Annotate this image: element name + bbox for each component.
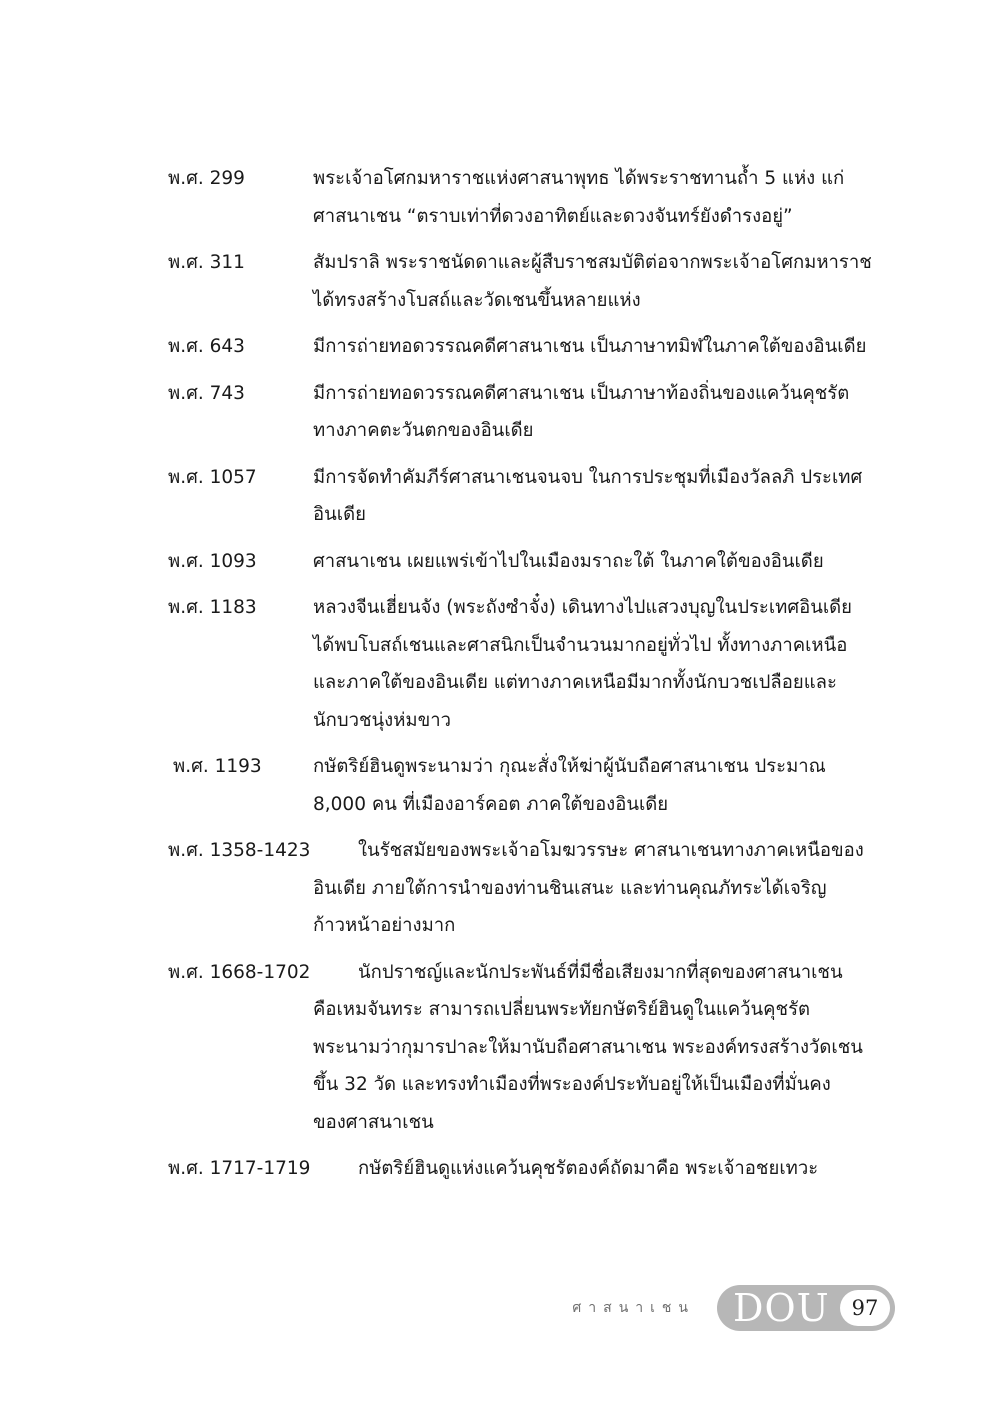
entry-line: ได้ทรงสร้างโบสถ์และวัดเชนขึ้นหลายแห่ง [313,289,641,311]
timeline-entry [168,375,898,450]
entry-year: พ.ศ. 311 [168,252,245,273]
entry-year: พ.ศ. 1183 [168,597,257,618]
entry-description [313,954,898,1142]
entry-line: ก้าวหน้าอย่างมาก [313,915,456,936]
timeline-entry [168,1150,898,1188]
entry-description [313,459,898,534]
entry-line: มีการถ่ายทอดวรรณคดีศาสนาเชน เป็นภาษาท้องถิ่นของแคว้นคุชรัต [313,382,850,404]
entry-description [313,543,898,581]
badge-text: DOU [733,1286,830,1330]
entry-line: คือเหมจันทระ สามารถเปลี่ยนพระทัยกษัตริย์ฮินดูในแคว้นคุชรัต [313,999,811,1020]
entry-line: อินเดีย ภายใต้การนำของท่านชินเสนะ และท่านคุณภัทระได้เจริญ [313,877,827,899]
entry-description [313,328,898,366]
timeline-entry [168,589,898,739]
entry-year: พ.ศ. 1717-1719 [168,1158,311,1179]
entry-description [313,589,898,739]
entry-line: นักบวชนุ่งห่มขาว [313,709,452,731]
entry-line: อินเดีย [313,504,366,525]
entry-year: พ.ศ. 1057 [168,466,257,488]
timeline-entry [168,328,898,366]
entry-year: พ.ศ. 643 [168,336,245,357]
timeline-entry [168,543,898,581]
entry-line: หลวงจีนเฮี่ยนจัง (พระถังซำจั๋ง) เดินทางไปแสวงบุญในประเทศอินเดีย [313,597,853,618]
entry-line: ขึ้น 32 วัด และทรงทำเมืองที่พระองค์ประทับอยู่ให้เป็นเมืองที่มั่นคง [313,1074,831,1095]
entry-line: กษัตริย์ฮินดูแห่งแคว้นคุชรัตองค์ถัดมาคือ พระเจ้าอชยเทวะ [358,1158,819,1179]
entry-description [358,1150,898,1188]
timeline [168,160,898,1197]
timeline-entry [168,748,898,823]
entry-line: ของศาสนาเชน [313,1111,434,1133]
entry-description [313,160,898,235]
entry-description [313,748,898,823]
entry-line: สัมปราลิ พระราชนัดดาและผู้สืบราชสมบัติต่อจากพระเจ้าอโศกมหาราช [313,252,872,273]
entry-line: ทางภาคตะวันตกของอินเดีย [313,420,534,441]
entry-line: พระเจ้าอโศกมหาราชแห่งศาสนาพุทธ ได้พระราชทานถ้ำ 5 แห่ง แก่ [313,168,845,189]
page-footer [0,1283,1000,1333]
page-number: 97 [840,1290,890,1326]
entry-year: พ.ศ. 743 [168,382,245,404]
entry-line: ศาสนาเชน เผยแพร่เข้าไปในเมืองมราถะใต้ ในภาคใต้ของอินเดีย [313,550,824,572]
entry-description [313,244,898,319]
entry-description [313,832,898,945]
entry-year: พ.ศ. 1668-1702 [168,961,311,983]
entry-line: ในรัชสมัยของพระเจ้าอโมฆวรรษะ ศาสนาเชนทางภาคเหนือของ [358,840,864,861]
timeline-entry [168,160,898,235]
entry-line: ได้พบโบสถ์เชนและศาสนิกเป็นจำนวนมากอยู่ทั่วไป ทั้งทางภาคเหนือ [313,634,848,656]
entry-line: ศาสนาเชน “ตราบเท่าที่ดวงอาทิตย์และดวงจันทร์ยังดำรงอยู่” [313,205,793,227]
entry-line: นักปราชญ์และนักประพันธ์ที่มีชื่อเสียงมากที่สุดของศาสนาเชน [358,961,843,983]
entry-line: พระนามว่ากุมารปาละให้มานับถือศาสนาเชน พระองค์ทรงสร้างวัดเชน [313,1036,863,1058]
timeline-entry [168,459,898,534]
entry-year: พ.ศ. 299 [168,168,245,189]
section-label: ศาสนาเชน [572,1300,695,1316]
entry-description [313,375,898,450]
entry-line: มีการถ่ายทอดวรรณคดีศาสนาเชน เป็นภาษาทมิฬในภาคใต้ของอินเดีย [313,336,867,357]
entry-year: พ.ศ. 1093 [168,550,257,572]
entry-line: 8,000 คน ที่เมืองอาร์คอต ภาคใต้ของอินเดีย [313,793,669,815]
entry-line: และภาคใต้ของอินเดีย แต่ทางภาคเหนือมีมากทั้งนักบวชเปลือยและ [313,672,837,693]
entry-year: พ.ศ. 1193 [173,756,262,777]
timeline-entry [168,832,898,945]
dou-badge [717,1285,895,1331]
entry-year: พ.ศ. 1358-1423 [168,840,311,861]
entry-line: กษัตริย์ฮินดูพระนามว่า กุณะสั่งให้ฆ่าผู้นับถือศาสนาเชน ประมาณ [313,756,826,777]
timeline-entry [168,244,898,319]
timeline-entry [168,954,898,1142]
entry-line: มีการจัดทำคัมภีร์ศาสนาเชนจนจบ ในการประชุมที่เมืองวัลลภิ ประเทศ [313,466,863,488]
